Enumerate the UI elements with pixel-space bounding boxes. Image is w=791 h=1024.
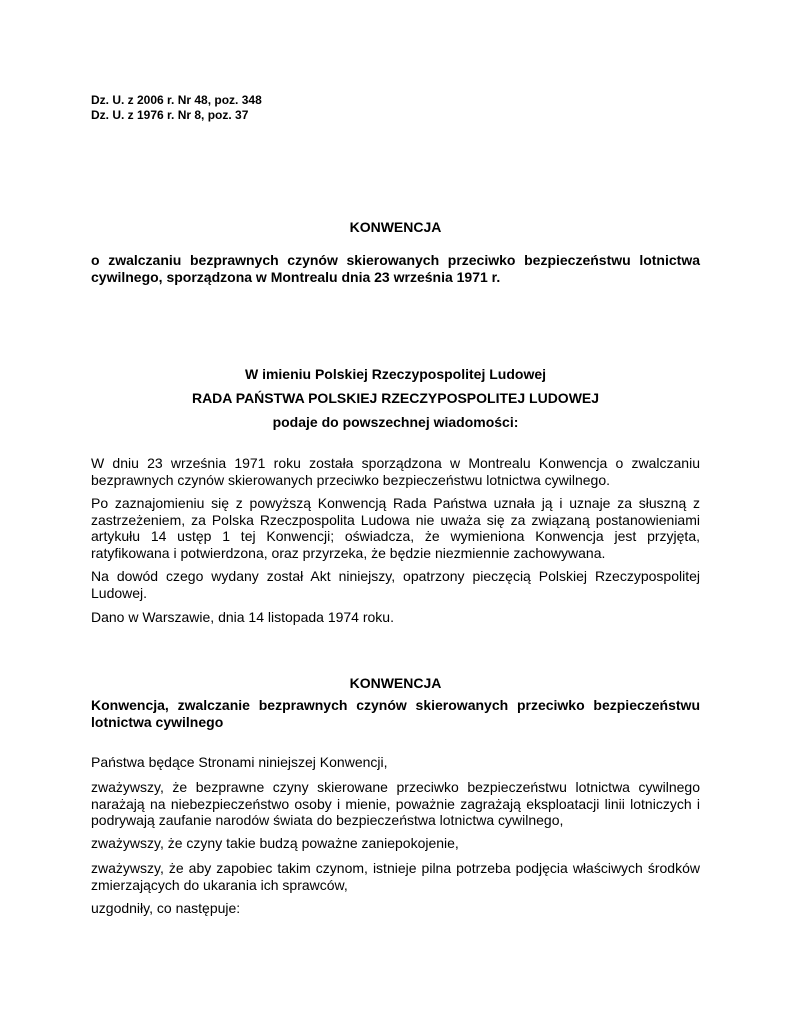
convention-title-2: KONWENCJA [349, 675, 442, 691]
promulgation-line-3: podaje do powszechnej wiadomości: [272, 414, 519, 430]
preamble-paragraph: zważywszy, że bezprawne czyny skierowane przeciwko bezpieczeństwu lotnictwa cywilnego narażają na niebezpieczeństwo osoby i mienie, poważnie zagrażają eksploatacji linii lotniczych i podrywają zaufanie narodów świata do bezpieczeństwa lotnictwa cywilnego, [91, 779, 700, 828]
preamble-paragraph: uzgodniły, co następuje: [91, 900, 241, 916]
preamble-paragraph: zważywszy, że aby zapobiec takim czynom, istnieje pilna potrzeba podjęcia właściwych środków zmierzających do ukarania ich sprawców, [91, 860, 700, 893]
convention-subtitle-2: Konwencja, zwalczanie bezprawnych czynów skierowanych przeciwko bezpieczeństwu lotnictwa cywilnego [91, 697, 700, 730]
journal-reference-2: Dz. U. z 1976 r. Nr 8, poz. 37 [91, 108, 249, 122]
convention-subtitle: o zwalczaniu bezprawnych czynów skierowanych przeciwko bezpieczeństwu lotnictwa cywilnego, sporządzona w Montrealu dnia 23 września 1971 r. [91, 252, 700, 285]
preamble-paragraph: Państwa będące Stronami niniejszej Konwencji, [91, 754, 388, 770]
journal-reference-1: Dz. U. z 2006 r. Nr 48, poz. 348 [91, 93, 262, 107]
promulgation-date: Dano w Warszawie, dnia 14 listopada 1974 roku. [91, 609, 394, 625]
preamble-paragraph: zważywszy, że czyny takie budzą poważne zaniepokojenie, [91, 835, 459, 851]
promulgation-line-1: W imieniu Polskiej Rzeczypospolitej Ludowej [244, 366, 547, 382]
promulgation-paragraph: W dniu 23 września 1971 roku została sporządzona w Montrealu Konwencja o zwalczaniu bezprawnych czynów skierowanych przeciwko bezpieczeństwu lotnictwa cywilnego. [91, 455, 700, 488]
convention-title: KONWENCJA [349, 219, 442, 235]
promulgation-line-2: RADA PAŃSTWA POLSKIEJ RZECZYPOSPOLITEJ LUDOWEJ [191, 390, 600, 406]
promulgation-paragraph: Na dowód czego wydany został Akt niniejszy, opatrzony pieczęcią Polskiej Rzeczypospolitej Ludowej. [91, 568, 700, 601]
promulgation-paragraph: Po zaznajomieniu się z powyższą Konwencją Rada Państwa uznała ją i uznaje za słuszną z zastrzeżeniem, za Polska Rzeczpospolita Ludowa nie uważa się za związaną postanowieniami artykułu 14 ustęp 1 tej Konwencji; oświadcza, że wymieniona Konwencja jest przyjęta, ratyfikowana i potwierdzona, oraz przyrzeka, że będzie niezmiennie zachowywana. [91, 495, 700, 561]
